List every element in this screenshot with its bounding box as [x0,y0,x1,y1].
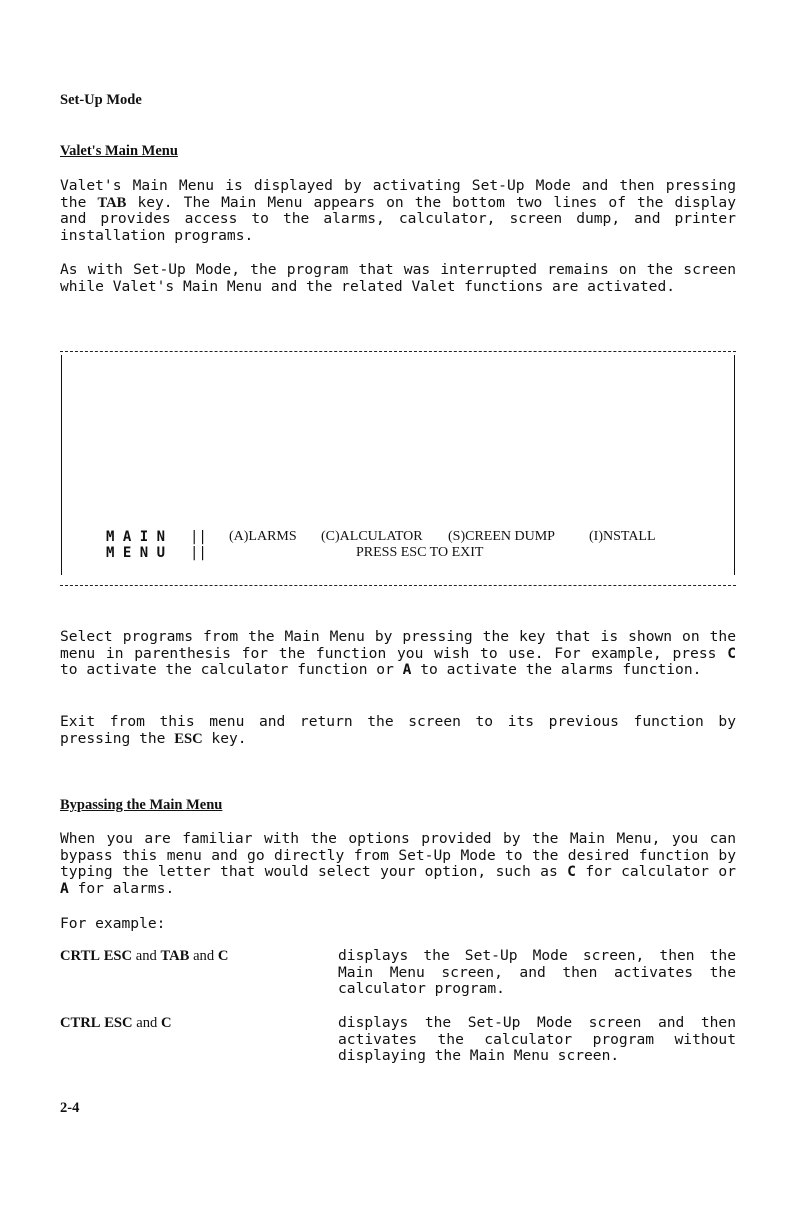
screen-border-left [61,355,62,575]
screen-separator: || [190,545,207,561]
key-name-esc: ESC [174,730,203,747]
paragraph-bypass-intro [60,831,736,897]
text: key. The Main Menu appears on the bottom two lines of the display and provides access to the alarms, calculator, screen dump, and printer installation programs. [60,193,736,244]
section-heading-main-menu: Valet's Main Menu [60,143,178,159]
text: and [136,1015,158,1031]
text: Exit from this menu and return the screen to its previous function by pressing the [60,713,736,747]
example-intro: For example: [60,915,166,932]
page-header-title: Set-Up Mode [60,92,142,108]
text: to activate the calculator function or [60,661,403,679]
paragraph-select-programs [60,629,736,679]
key-name-a: A [402,661,412,679]
text: and [135,948,157,964]
screen-border-top [60,351,736,352]
text: When you are familiar with the options provided by the Main Menu, you can bypass this menu and go directly from Set-Up Mode to the desired function by typing the letter that would select your option, such as [60,830,736,881]
key-name: CTRL [60,1015,101,1031]
key-name: ESC [104,1015,133,1031]
screen-exit-text: PRESS ESC TO EXIT [356,545,484,560]
screen-separator: || [190,529,207,545]
screen-main-label: M A I N [106,529,166,545]
screen-menu-label: M E N U [106,545,166,561]
menu-option-install: (I)NSTALL [589,529,656,544]
screen-border-bottom [60,585,736,586]
text: Select programs from the Main Menu by pressing the key that is shown on the menu in parenthesis for the function you wish to use. For example, press [60,628,736,662]
example-1-keys [60,948,228,965]
key-name-c: C [727,644,736,662]
menu-option-screen-dump: (S)CREEN DUMP [448,529,555,544]
key-name: C [160,1015,172,1031]
text: key. [202,729,247,747]
menu-option-calculator: (C)ALCULATOR [321,529,423,544]
key-name-c: C [567,863,576,881]
text: for alarms. [68,879,175,897]
example-1-description: displays the Set-Up Mode screen, then the Main Menu screen, and then activates the calculator program. [338,947,736,998]
key-name: TAB [160,948,190,964]
key-name-tab: TAB [97,194,127,211]
page-number: 2-4 [60,1100,80,1116]
section-heading-bypassing: Bypassing the Main Menu [60,797,223,813]
key-name: C [217,948,229,964]
text: and [193,948,215,964]
text: Valet's Main Menu is displayed by activating Set-Up Mode and then pressing the [60,177,736,211]
paragraph-interrupted-program: As with Set-Up Mode, the program that was interrupted remains on the screen while Valet's Main Menu and the related Valet functions are activated. [60,261,736,295]
screen-border-right [734,355,735,575]
paragraph-exit-menu [60,714,736,747]
menu-option-alarms: (A)LARMS [229,529,297,544]
text: to activate the alarms function. [411,661,702,679]
text: for calculator or [575,863,737,881]
key-name-a: A [60,879,69,897]
key-name: ESC [103,948,133,964]
key-name: CRTL [60,948,101,964]
example-2-description: displays the Set-Up Mode screen and then activates the calculator program without displaying the Main Menu screen. [338,1014,736,1065]
paragraph-main-menu-intro [60,178,736,244]
example-2-keys [60,1015,172,1032]
